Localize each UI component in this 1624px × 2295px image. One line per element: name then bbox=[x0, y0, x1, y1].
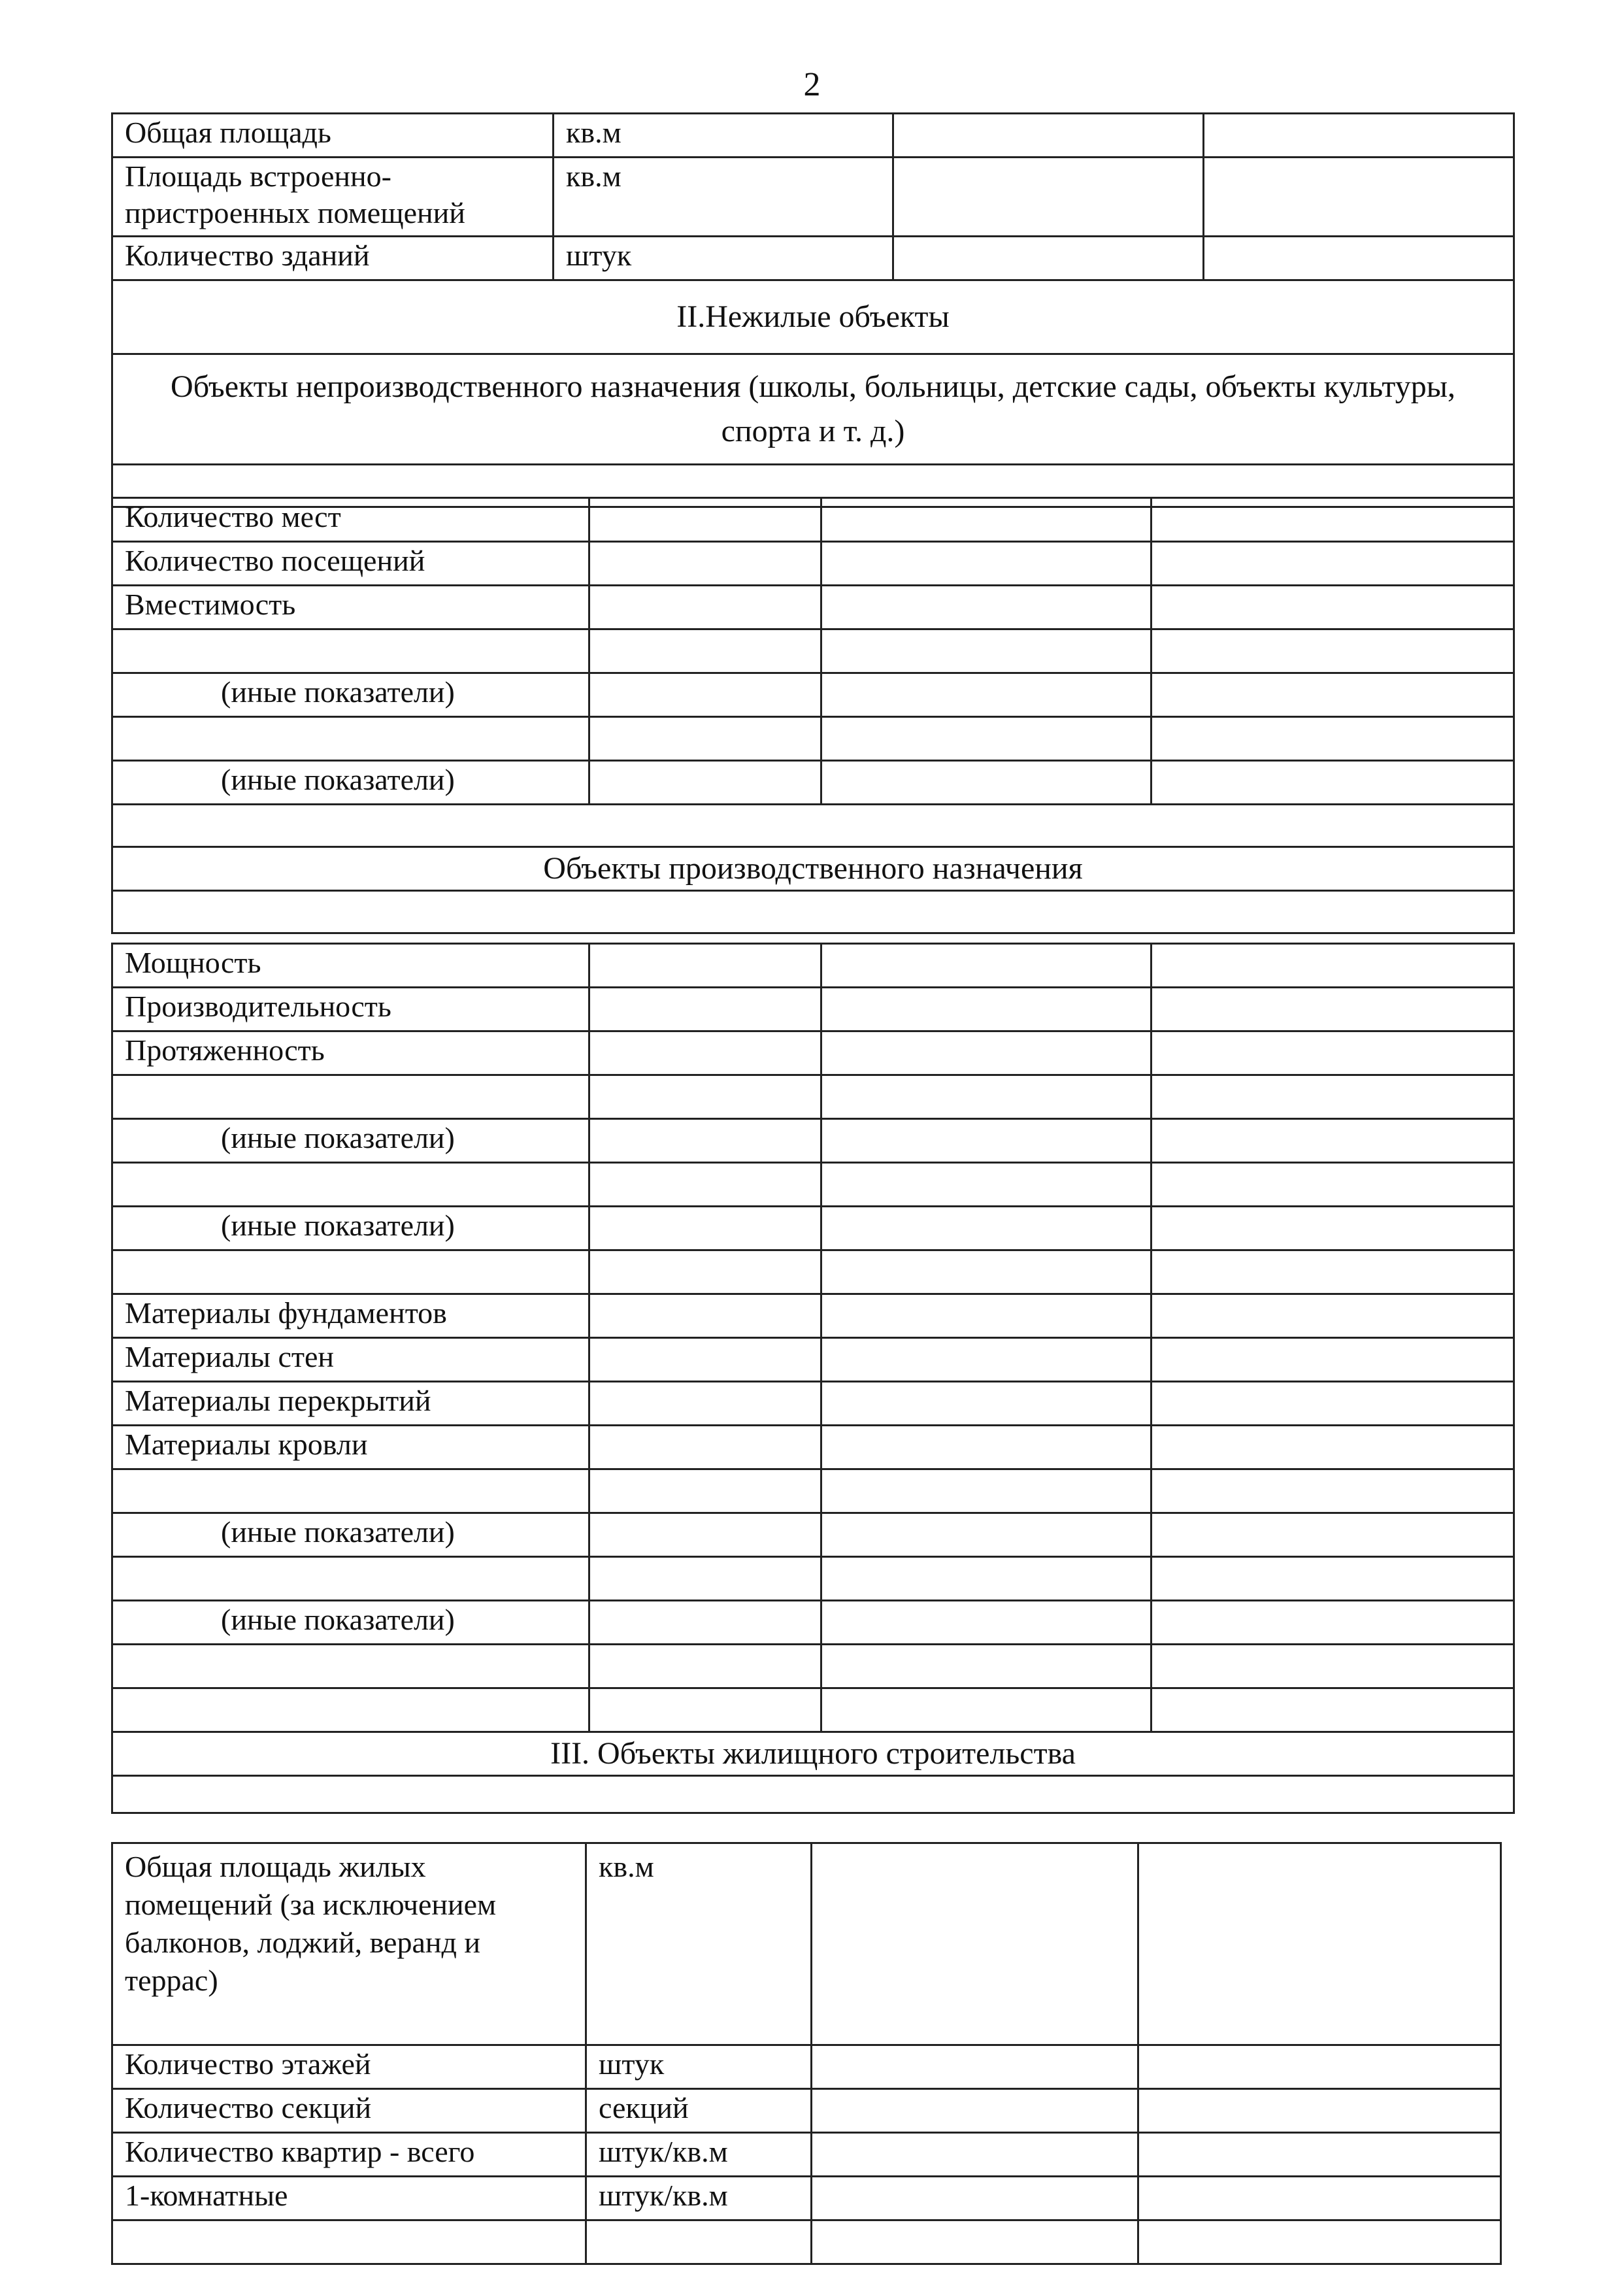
table-nonproduction bbox=[111, 497, 1515, 934]
cell-empty[interactable] bbox=[589, 1207, 821, 1250]
cell-empty[interactable] bbox=[1204, 114, 1514, 158]
blank-row bbox=[112, 1776, 1514, 1813]
row-label: Материалы фундаментов bbox=[112, 1294, 589, 1338]
cell-empty[interactable] bbox=[1152, 1469, 1514, 1513]
table-row bbox=[112, 944, 1514, 988]
cell-empty[interactable] bbox=[821, 629, 1152, 673]
row-unit: кв.м bbox=[554, 114, 893, 158]
table-row bbox=[112, 2089, 1501, 2133]
row-label: Производительность bbox=[112, 988, 589, 1031]
cell-empty[interactable] bbox=[112, 891, 1514, 933]
cell-empty[interactable] bbox=[1152, 1513, 1514, 1557]
row-unit: штук bbox=[554, 237, 893, 280]
row-label: Протяженность bbox=[112, 1031, 589, 1075]
table-row bbox=[112, 1688, 1514, 1732]
cell-empty[interactable] bbox=[821, 673, 1152, 717]
table-row bbox=[112, 1294, 1514, 1338]
cell-empty[interactable] bbox=[589, 717, 821, 761]
table-row bbox=[112, 761, 1514, 805]
row-label bbox=[112, 1557, 589, 1601]
cell-empty[interactable] bbox=[1152, 761, 1514, 805]
cell-empty[interactable] bbox=[589, 1469, 821, 1513]
cell-empty[interactable] bbox=[821, 1207, 1152, 1250]
cell-empty[interactable] bbox=[821, 542, 1152, 586]
cell-empty[interactable] bbox=[821, 944, 1152, 988]
cell-empty[interactable] bbox=[589, 988, 821, 1031]
cell-empty[interactable] bbox=[1204, 158, 1514, 237]
row-unit: кв.м bbox=[586, 1843, 812, 2045]
cell-empty[interactable] bbox=[589, 498, 821, 542]
row-label bbox=[112, 1469, 589, 1513]
row-label bbox=[112, 1688, 589, 1732]
table-row bbox=[112, 1031, 1514, 1075]
row-label: Количество квартир - всего bbox=[112, 2133, 586, 2177]
cell-empty[interactable] bbox=[1152, 1426, 1514, 1469]
table-row bbox=[112, 1119, 1514, 1163]
cell-empty[interactable] bbox=[812, 2177, 1138, 2220]
cell-empty[interactable] bbox=[1152, 586, 1514, 629]
table-row bbox=[112, 1645, 1514, 1688]
cell-empty[interactable] bbox=[821, 1645, 1152, 1688]
table-row bbox=[112, 542, 1514, 586]
cell-empty[interactable] bbox=[1152, 542, 1514, 586]
cell-empty[interactable] bbox=[112, 1776, 1514, 1813]
cell-empty[interactable] bbox=[821, 1250, 1152, 1294]
section-header-row bbox=[112, 280, 1514, 354]
section-header-row bbox=[112, 1732, 1514, 1776]
table-row bbox=[112, 2133, 1501, 2177]
cell-empty[interactable] bbox=[893, 114, 1204, 158]
cell-empty[interactable] bbox=[589, 1688, 821, 1732]
row-unit: штук/кв.м bbox=[586, 2177, 812, 2220]
section-subheader-row bbox=[112, 354, 1514, 465]
cell-empty[interactable] bbox=[589, 542, 821, 586]
cell-empty[interactable] bbox=[1138, 2177, 1501, 2220]
row-label bbox=[112, 717, 589, 761]
cell-empty[interactable] bbox=[821, 1338, 1152, 1382]
row-label: Количество этажей bbox=[112, 2045, 586, 2089]
table-row bbox=[112, 629, 1514, 673]
cell-empty[interactable] bbox=[1152, 1645, 1514, 1688]
cell-empty[interactable] bbox=[821, 1557, 1152, 1601]
cell-empty[interactable] bbox=[589, 1294, 821, 1338]
cell-empty[interactable] bbox=[589, 1513, 821, 1557]
cell-empty[interactable] bbox=[812, 2045, 1138, 2089]
row-label: (иные показатели) bbox=[112, 1207, 589, 1250]
table-row bbox=[112, 237, 1514, 280]
row-unit: секций bbox=[586, 2089, 812, 2133]
table-row bbox=[112, 1207, 1514, 1250]
cell-empty[interactable] bbox=[1138, 2220, 1501, 2264]
row-label: (иные показатели) bbox=[112, 761, 589, 805]
cell-empty[interactable] bbox=[812, 2220, 1138, 2264]
production-title: Объекты производственного назначения bbox=[112, 847, 1514, 891]
row-unit bbox=[586, 2220, 812, 2264]
cell-empty[interactable] bbox=[589, 586, 821, 629]
row-label: Материалы перекрытий bbox=[112, 1382, 589, 1426]
cell-empty[interactable] bbox=[1152, 717, 1514, 761]
cell-empty[interactable] bbox=[589, 1119, 821, 1163]
cell-empty[interactable] bbox=[1152, 988, 1514, 1031]
table-row bbox=[112, 1382, 1514, 1426]
cell-empty[interactable] bbox=[112, 805, 1514, 847]
cell-empty[interactable] bbox=[821, 1601, 1152, 1645]
row-label bbox=[112, 1250, 589, 1294]
table-row bbox=[112, 2177, 1501, 2220]
table-top bbox=[111, 112, 1515, 508]
table-row bbox=[112, 1338, 1514, 1382]
cell-empty[interactable] bbox=[589, 1075, 821, 1119]
cell-empty[interactable] bbox=[1152, 498, 1514, 542]
row-label: (иные показатели) bbox=[112, 1119, 589, 1163]
row-label: Мощность bbox=[112, 944, 589, 988]
section-3-title: III. Объекты жилищного строительства bbox=[112, 1732, 1514, 1776]
cell-empty[interactable] bbox=[1204, 237, 1514, 280]
cell-empty[interactable] bbox=[589, 673, 821, 717]
cell-empty[interactable] bbox=[821, 1075, 1152, 1119]
row-label: Общая площадь жилых помещений (за исключением балконов, лоджий, веранд и террас) bbox=[112, 1843, 586, 2045]
cell-empty[interactable] bbox=[589, 944, 821, 988]
row-label: Количество секций bbox=[112, 2089, 586, 2133]
row-label: (иные показатели) bbox=[112, 673, 589, 717]
cell-empty[interactable] bbox=[821, 1426, 1152, 1469]
cell-empty[interactable] bbox=[821, 1688, 1152, 1732]
cell-empty[interactable] bbox=[1152, 1601, 1514, 1645]
cell-empty[interactable] bbox=[1138, 2133, 1501, 2177]
row-label: Количество посещений bbox=[112, 542, 589, 586]
table-row bbox=[112, 1513, 1514, 1557]
cell-empty[interactable] bbox=[589, 1250, 821, 1294]
cell-empty[interactable] bbox=[1152, 673, 1514, 717]
cell-empty[interactable] bbox=[589, 1426, 821, 1469]
row-label: Материалы стен bbox=[112, 1338, 589, 1382]
cell-empty[interactable] bbox=[821, 498, 1152, 542]
cell-empty[interactable] bbox=[589, 761, 821, 805]
section-2-title: II.Нежилые объекты bbox=[112, 280, 1514, 354]
table-row bbox=[112, 586, 1514, 629]
row-unit: кв.м bbox=[554, 158, 893, 237]
cell-empty[interactable] bbox=[893, 158, 1204, 237]
subsection-header-row bbox=[112, 847, 1514, 891]
cell-empty[interactable] bbox=[812, 1843, 1138, 2045]
table-row bbox=[112, 1163, 1514, 1207]
cell-empty[interactable] bbox=[1138, 2045, 1501, 2089]
row-unit: штук/кв.м bbox=[586, 2133, 812, 2177]
cell-empty[interactable] bbox=[821, 717, 1152, 761]
cell-empty[interactable] bbox=[589, 1557, 821, 1601]
row-label: Общая площадь bbox=[112, 114, 554, 158]
row-label: Вместимость bbox=[112, 586, 589, 629]
table-row bbox=[112, 717, 1514, 761]
cell-empty[interactable] bbox=[1138, 2089, 1501, 2133]
cell-empty[interactable] bbox=[812, 2133, 1138, 2177]
table-housing bbox=[111, 1842, 1502, 2265]
cell-empty[interactable] bbox=[1152, 1250, 1514, 1294]
cell-empty[interactable] bbox=[1152, 1207, 1514, 1250]
row-label bbox=[112, 1163, 589, 1207]
table-production bbox=[111, 943, 1515, 1814]
cell-empty[interactable] bbox=[589, 1382, 821, 1426]
row-label: (иные показатели) bbox=[112, 1601, 589, 1645]
cell-empty[interactable] bbox=[1152, 1557, 1514, 1601]
cell-empty[interactable] bbox=[821, 988, 1152, 1031]
cell-empty[interactable] bbox=[821, 1163, 1152, 1207]
table-row bbox=[112, 1843, 1501, 2045]
table-row bbox=[112, 988, 1514, 1031]
cell-empty[interactable] bbox=[589, 1163, 821, 1207]
cell-empty[interactable] bbox=[821, 586, 1152, 629]
cell-empty[interactable] bbox=[821, 1469, 1152, 1513]
row-label bbox=[112, 1645, 589, 1688]
table-row bbox=[112, 673, 1514, 717]
row-label bbox=[112, 2220, 586, 2264]
cell-empty[interactable] bbox=[1152, 1075, 1514, 1119]
row-label bbox=[112, 629, 589, 673]
blank-row bbox=[112, 891, 1514, 933]
table-row bbox=[112, 498, 1514, 542]
cell-empty[interactable] bbox=[1152, 1163, 1514, 1207]
cell-empty[interactable] bbox=[1152, 629, 1514, 673]
cell-empty[interactable] bbox=[893, 237, 1204, 280]
table-row bbox=[112, 1601, 1514, 1645]
blank-row bbox=[112, 805, 1514, 847]
cell-empty[interactable] bbox=[821, 1119, 1152, 1163]
cell-empty[interactable] bbox=[1152, 1338, 1514, 1382]
table-row bbox=[112, 2220, 1501, 2264]
cell-empty[interactable] bbox=[812, 2089, 1138, 2133]
cell-empty[interactable] bbox=[589, 1601, 821, 1645]
cell-empty[interactable] bbox=[821, 1294, 1152, 1338]
row-label bbox=[112, 1075, 589, 1119]
row-label: Количество мест bbox=[112, 498, 589, 542]
table-row bbox=[112, 1426, 1514, 1469]
cell-empty[interactable] bbox=[821, 1513, 1152, 1557]
cell-empty[interactable] bbox=[589, 1031, 821, 1075]
cell-empty[interactable] bbox=[821, 761, 1152, 805]
cell-empty[interactable] bbox=[821, 1382, 1152, 1426]
row-unit: штук bbox=[586, 2045, 812, 2089]
table-row bbox=[112, 114, 1514, 158]
cell-empty[interactable] bbox=[1152, 1382, 1514, 1426]
cell-empty[interactable] bbox=[1152, 1688, 1514, 1732]
table-row bbox=[112, 2045, 1501, 2089]
cell-empty[interactable] bbox=[1152, 1119, 1514, 1163]
row-label: Материалы кровли bbox=[112, 1426, 589, 1469]
cell-empty[interactable] bbox=[1152, 1031, 1514, 1075]
cell-empty[interactable] bbox=[1152, 944, 1514, 988]
cell-empty[interactable] bbox=[1152, 1294, 1514, 1338]
row-label: Количество зданий bbox=[112, 237, 554, 280]
page-number: 2 bbox=[803, 66, 821, 103]
table-row bbox=[112, 1075, 1514, 1119]
row-label: Площадь встроенно-пристроенных помещений bbox=[112, 158, 554, 237]
row-label: 1-комнатные bbox=[112, 2177, 586, 2220]
cell-empty[interactable] bbox=[1138, 1843, 1501, 2045]
table-row bbox=[112, 1557, 1514, 1601]
cell-empty[interactable] bbox=[821, 1031, 1152, 1075]
cell-empty[interactable] bbox=[589, 1338, 821, 1382]
row-label: (иные показатели) bbox=[112, 1513, 589, 1557]
section-2-subtitle: Объекты непроизводственного назначения (школы, больницы, детские сады, объекты культуры, спорта и т. д.) bbox=[112, 354, 1514, 465]
table-row bbox=[112, 158, 1514, 237]
cell-empty[interactable] bbox=[589, 1645, 821, 1688]
cell-empty[interactable] bbox=[589, 629, 821, 673]
table-row bbox=[112, 1469, 1514, 1513]
table-row bbox=[112, 1250, 1514, 1294]
